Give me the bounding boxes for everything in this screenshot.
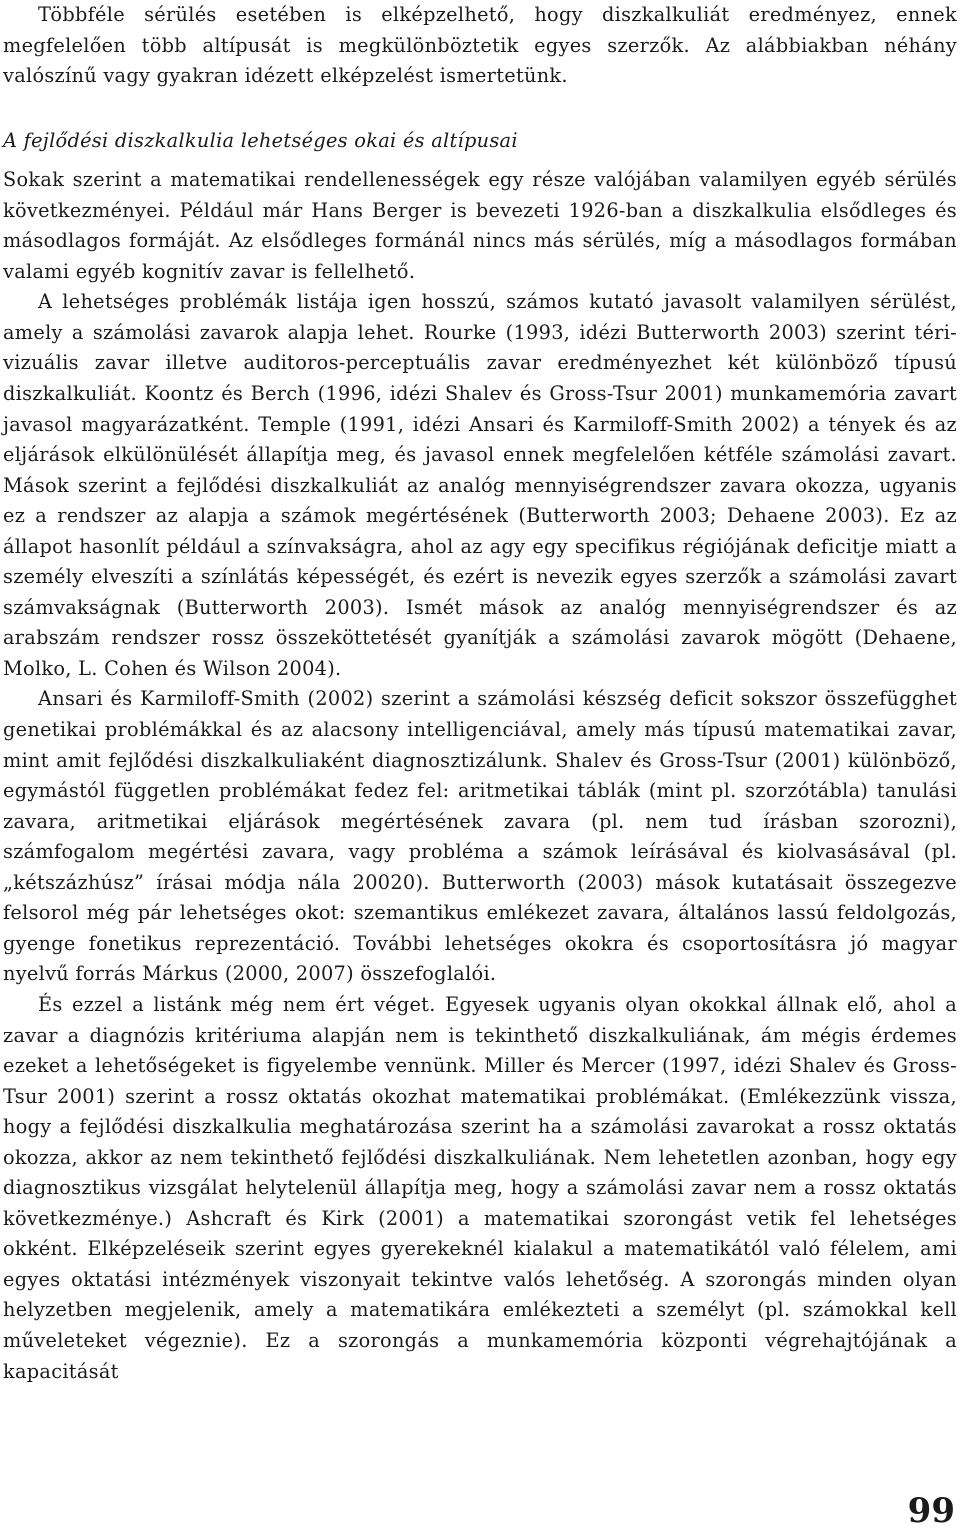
section-heading: A fejlődési diszkalkulia lehetséges okai és altípusai xyxy=(3,128,518,152)
document-page xyxy=(3,0,957,1387)
paragraph-3: Ansari és Karmiloff-Smith (2002) szerint a számolási készség deficit sokszor összefügghet genetikai problémákkal és az alacsony intelligenciával, amely más típusú matematikai zavar, mint amit fejlődési diszkalkuliaként diagnosztizálunk. Shalev és Gross-Tsur (2001) különböző, egymástól független problémákat fedez fel: aritmetikai táblák (mint pl. szorzótábla) tanulási zavara, aritmetikai eljárások megértésének zavara (pl. nem tud írásban szorozni), számfogalom megértési zavara, vagy probléma a számok leírásával és kiolvasásával (pl. „kétszázhúsz” írásai módja nála 20020). Butterworth (2003) mások kutatásait összegezve felsorol még pár lehetséges okot: szemantikus emlékezet zavara, általános lassú feldolgozás, gyenge fonetikus reprezentáció. További lehetséges okokra és csoportosításra jó magyar nyelvű forrás Márkus (2000, 2007) összefoglalói. xyxy=(3,687,957,986)
page-number: 99 xyxy=(907,1491,955,1531)
paragraph-1: Sokak szerint a matematikai rendellenességek egy része valójában valamilyen egyéb sérülés következményei. Például már Hans Berger is bevezeti 1926-ban a diszkalkulia elsődleges és másodlagos formáját. Az elsődleges formánál nincs más sérülés, míg a másodlagos formában valami egyéb kognitív zavar is fellelhető. xyxy=(3,168,957,283)
paragraph-2: A lehetséges problémák listája igen hosszú, számos kutató javasolt valamilyen sérülést, amely a számolási zavarok alapja lehet. Rourke (1993, idézi Butterworth 2003) szerint téri-vizuális zavar illetve auditoros-perceptuális zavar eredményezhet két különböző típusú diszkalkuliát. Koontz és Berch (1996, idézi Shalev és Gross-Tsur 2001) munkamemória zavart javasol magyarázatként. Temple (1991, idézi Ansari és Karmiloff-Smith 2002) a tények és az eljárások elkülönülését állapítja meg, és javasol ennek megfelelően kétféle számolási zavart. Mások szerint a fejlődési diszkalkuliát az analóg mennyiségrendszer zavara okozza, ugyanis ez a rendszer az alapja a számok megértésének (Butterworth 2003; Dehaene 2003). Ez az állapot hasonlít például a színvakságra, ahol az agy egy specifikus régiójának deficitje miatt a személy elveszíti a színlátás képességét, és ezért is nevezik egyes szerzők a számolási zavart számvakságnak (Butterworth 2003). Ismét mások az analóg mennyiségrendszer és az arabszám rendszer rossz összeköttetését gyanítják a számolási zavarok mögött (Dehaene, Molko, L. Cohen és Wilson 2004). xyxy=(3,290,957,680)
paragraph-4: És ezzel a listánk még nem ért véget. Egyesek ugyanis olyan okokkal állnak elő, ahol a zavar a diagnózis kritériuma alapján nem is tekinthető diszkalkuliának, ám mégis érdemes ezeket a lehetőségeket is figyelembe vennünk. Miller és Mercer (1997, idézi Shalev és Gross-Tsur 2001) szerint a rossz oktatás okozhat matematikai problémákat. (Emlékezzünk vissza, hogy a fejlődési diszkalkulia meghatározása szerint ha a számolási zavarokat a rossz oktatás okozza, akkor az nem tekinthető fejlődési diszkalkuliának. Nem lehetetlen azonban, hogy egy diagnosztikus vizsgálat helytelenül állapítja meg, hogy a számolási zavar nem a rossz oktatás következménye.) Ashcraft és Kirk (2001) a matematikai szorongást vetik fel lehetséges okként. Elképzeléseik szerint egyes gyerekeknél kialakul a matematikától való félelem, ami egyes oktatási intézmények viszonyait tekintve valós lehetőség. A szorongás minden olyan helyzetben megjelenik, amely a matematikára emlékezteti a személyt (pl. számokkal kell műveleteket végeznie). Ez a szorongás a munkamemória központi végrehajtójának a kapacitását xyxy=(3,992,957,1383)
intro-paragraph: Többféle sérülés esetében is elképzelhető, hogy diszkalkuliát eredményez, ennek megfelelően több altípusát is megkülönböztetik egyes szerzők. Az alábbiakban néhány valószínű vagy gyakran idézett elképzelést ismertetünk. xyxy=(3,3,957,88)
